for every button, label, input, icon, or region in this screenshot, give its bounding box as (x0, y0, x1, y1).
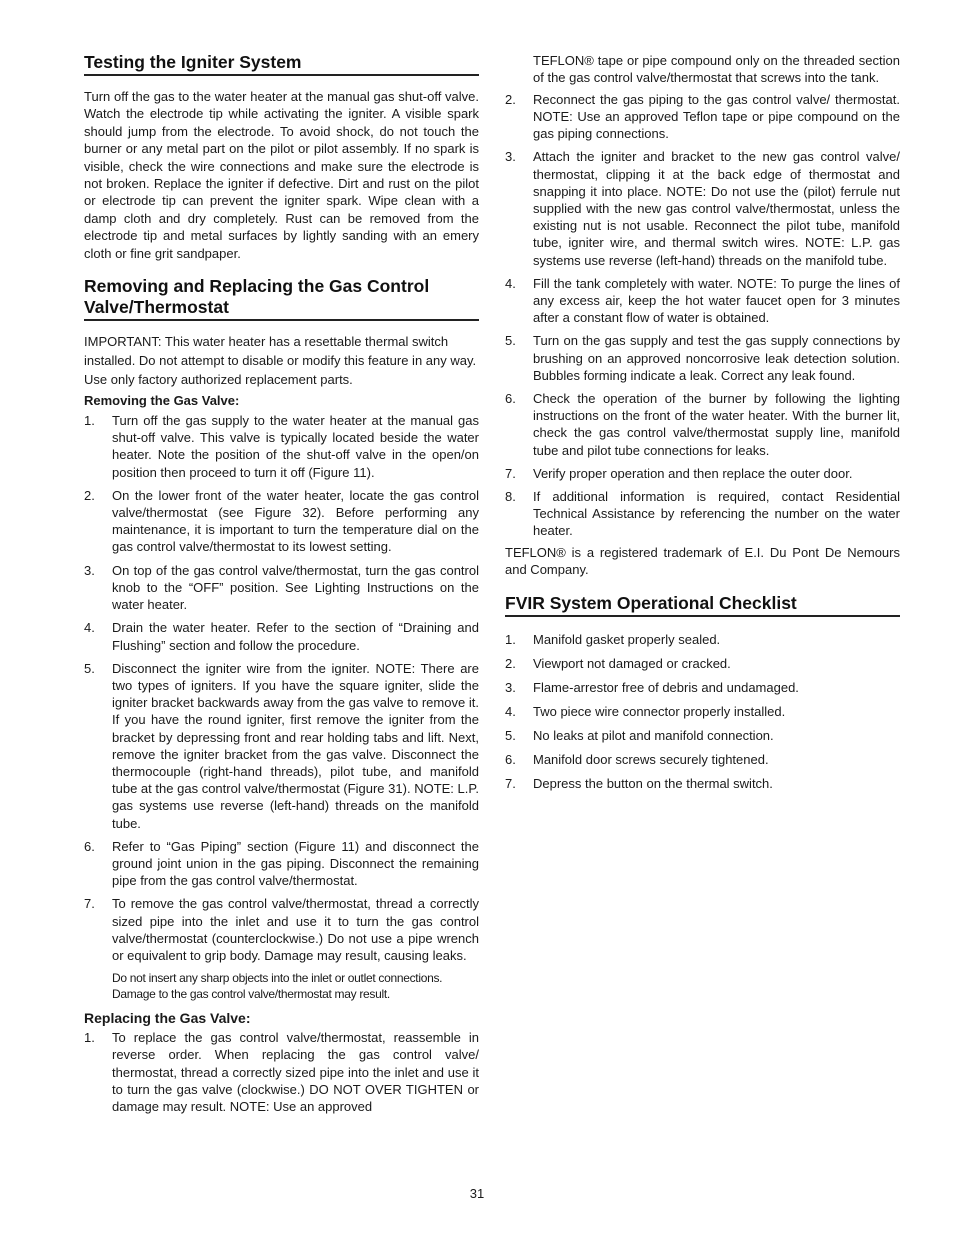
step-text: Attach the igniter and bracket to the new gas control valve/ thermostat, clipping it at the back edge of thermostat and snapping it into place. NOTE: Do not use the (pilot) ferrule nut supplied with the new gas control valve/thermostat, unless the existing nut is not usable. Reconnect the pilot tube, manifold tube, igniter wire, and thermal switch wires. NOTE: L.P. gas systems use reverse (left-hand) threads on the manifold tube. (533, 149, 900, 268)
checklist-list (505, 631, 900, 792)
step-number: 5. (505, 727, 516, 743)
replacing-step (505, 332, 900, 384)
step-number: 3. (505, 679, 516, 695)
step-number: 4. (84, 620, 95, 636)
replacing-subheading: Replacing the Gas Valve: (84, 1010, 251, 1027)
step-text: Turn on the gas supply and test the gas supply connections by brushing on an approved noncorrosive leak detection solution. Bubbles forming indicate a leak. Correct any leak found. (533, 333, 900, 383)
replacing-step (505, 91, 900, 143)
checklist-item (505, 655, 900, 672)
removing-steps-list (84, 412, 479, 964)
step-number: 4. (505, 703, 516, 719)
step-number: 8. (505, 489, 516, 505)
step-number: 1. (84, 1030, 95, 1046)
step-number: 5. (505, 333, 516, 349)
checklist-item (505, 751, 900, 768)
step-text: Drain the water heater. Refer to the section of “Draining and Flushing” section and follow the procedure. (112, 620, 479, 653)
step-number: 6. (84, 838, 95, 854)
step-text: If additional information is required, contact Residential Technical Assistance by referencing the number on the water heater. (533, 489, 900, 539)
step-number: 2. (505, 91, 516, 107)
removing-step (84, 660, 479, 832)
step-number: 7. (505, 465, 516, 481)
checklist-item (505, 679, 900, 696)
step-number: 5. (84, 660, 95, 676)
step-number: 1. (505, 631, 516, 647)
removing-step (84, 412, 479, 481)
step-text: Reconnect the gas piping to the gas control valve/ thermostat. NOTE: Use an approved Teflon tape or pipe compound on the gas piping connections. (533, 91, 900, 142)
removing-subheading: Removing the Gas Valve: (84, 393, 240, 409)
replacing-steps-continued (505, 91, 900, 540)
step-text: Viewport not damaged or cracked. (533, 655, 731, 671)
step-text: Refer to “Gas Piping” section (Figure 11) and disconnect the ground joint union in the gas piping. Disconnect the remaining pipe from the gas control valve/thermostat. (112, 838, 479, 889)
step-text: Check the operation of the burner by following the lighting instructions on the front of the water heater. With the burner lit, check the gas control valve/thermostat supply line, manifold tube and pilot tube connections for leaks. (533, 391, 900, 458)
step-number: 2. (84, 487, 95, 503)
step-number: 2. (505, 655, 516, 671)
checklist-heading: FVIR System Operational Checklist (505, 593, 900, 617)
left-column (84, 52, 479, 1121)
removing-step (84, 562, 479, 614)
removing-step (84, 895, 479, 964)
replacing-step (84, 1029, 479, 1115)
valve-heading: Removing and Replacing the Gas Control Valve/Thermostat (84, 276, 479, 321)
checklist-item (505, 727, 900, 744)
step-text: Depress the button on the thermal switch. (533, 775, 773, 791)
step-number: 7. (84, 896, 95, 912)
important-note: IMPORTANT: This water heater has a resettable thermal switch installed. Do not attempt to disable or modify this feature in any way. Use only factory authorized replacement parts. (84, 334, 477, 388)
step-number: 4. (505, 275, 516, 291)
continuation-text: TEFLON® tape or pipe compound only on the threaded section of the gas control valve/thermostat that screws into the tank. (533, 53, 900, 86)
step-number: 3. (505, 149, 516, 165)
replacing-step (505, 390, 900, 459)
step-text: Manifold gasket properly sealed. (533, 631, 721, 647)
removing-step (84, 619, 479, 653)
replacing-step (505, 148, 900, 268)
sharp-objects-note: Do not insert any sharp objects into the inlet or outlet connections. Damage to the gas control valve/thermostat may result. (112, 971, 443, 1002)
igniter-heading: Testing the Igniter System (84, 52, 479, 76)
step-text: Manifold door screws securely tightened. (533, 751, 769, 767)
step-text: To remove the gas control valve/thermostat, thread a correctly sized pipe into the inlet and use it to turn the gas control valve/thermostat (counterclockwise.) Do not use a pipe wrench or equivalent to grip body. Damage may result, causing leaks. (112, 896, 479, 963)
removing-step (84, 838, 479, 890)
step-text: Fill the tank completely with water. NOTE: To purge the lines of any excess air, keep the hot water faucet open for 3 minutes after a constant flow of water is obtained. (533, 275, 900, 326)
step-number: 3. (84, 562, 95, 578)
replacing-steps-list (84, 1029, 479, 1115)
step-text: Flame-arrestor free of debris and undamaged. (533, 679, 799, 695)
page-number: 31 (469, 1186, 485, 1201)
checklist-item (505, 775, 900, 792)
igniter-body: Turn off the gas to the water heater at the manual gas shut-off valve. Watch the electrode tip while activating the igniter. A visible spark should jump from the electrode. To avoid shock, do not touch the burner or any metal part on the pilot or pilot assembly. If no spark is visible, check the wire connections and make sure the electrode is not broken. Replace the igniter if defective. Dirt and rust on the pilot or electrode tip can prevent the igniter spark. Wipe clean with a damp cloth and dry completely. Rust can be removed from the electrode tip and metal surfaces by lightly sanding with an emery cloth or fine grit sandpaper. (84, 89, 479, 261)
replacing-step (505, 275, 900, 327)
step-text: Verify proper operation and then replace the outer door. (533, 465, 853, 481)
removing-step (84, 487, 479, 556)
right-column (505, 52, 900, 799)
step-number: 6. (505, 391, 516, 407)
sharp-objects-note-wrap (84, 970, 479, 1002)
step-text: Turn off the gas supply to the water heater at the manual gas shut-off valve. This valve is typically located beside the water heater. Note the position of the shut-off valve in the open/on position then proceed to turn it off (Figure 11). (112, 413, 479, 480)
trademark-note: TEFLON® is a registered trademark of E.I. Du Pont De Nemours and Company. (505, 544, 900, 578)
step-text: Disconnect the igniter wire from the igniter. NOTE: There are two types of igniters. If you have the square igniter, slide the igniter bracket backwards away from the gas valve to remove it. If you have the round igniter, first remove the igniter from the bracket by depressing front and rear holding tabs and lift. Next, remove the igniter bracket from the gas valve. Disconnect the thermocouple (right-hand threads), pilot tube, and manifold tube at the gas control valve/thermostat (Figure 31). NOTE: L.P. gas systems use reverse (left-hand) threads on the manifold tube. (112, 660, 479, 831)
replacing-step (505, 465, 900, 482)
step-text: To replace the gas control valve/thermostat, reassemble in reverse order. When replacing the gas control valve/ thermostat, thread a correctly sized pipe into the inlet and use it to turn the gas valve (clockwise.) DO NOT OVER TIGHTEN or damage may result. NOTE: Use an approved (112, 1030, 479, 1114)
step-text: No leaks at pilot and manifold connection. (533, 727, 774, 743)
step-number: 6. (505, 751, 516, 767)
step-text: Two piece wire connector properly installed. (533, 703, 786, 719)
step-text: On top of the gas control valve/thermostat, turn the gas control knob to the “OFF” position. See Lighting Instructions on the water heater. (112, 562, 479, 613)
checklist-item (505, 631, 900, 648)
step-text: On the lower front of the water heater, locate the gas control valve/thermostat (see Figure 32). Before performing any maintenance, it is important to turn the temperature dial on the gas control valve/thermostat to its lowest setting. (112, 487, 479, 555)
checklist-item (505, 703, 900, 720)
step-number: 1. (84, 413, 95, 429)
step-number: 7. (505, 775, 516, 791)
replacing-step (505, 488, 900, 540)
